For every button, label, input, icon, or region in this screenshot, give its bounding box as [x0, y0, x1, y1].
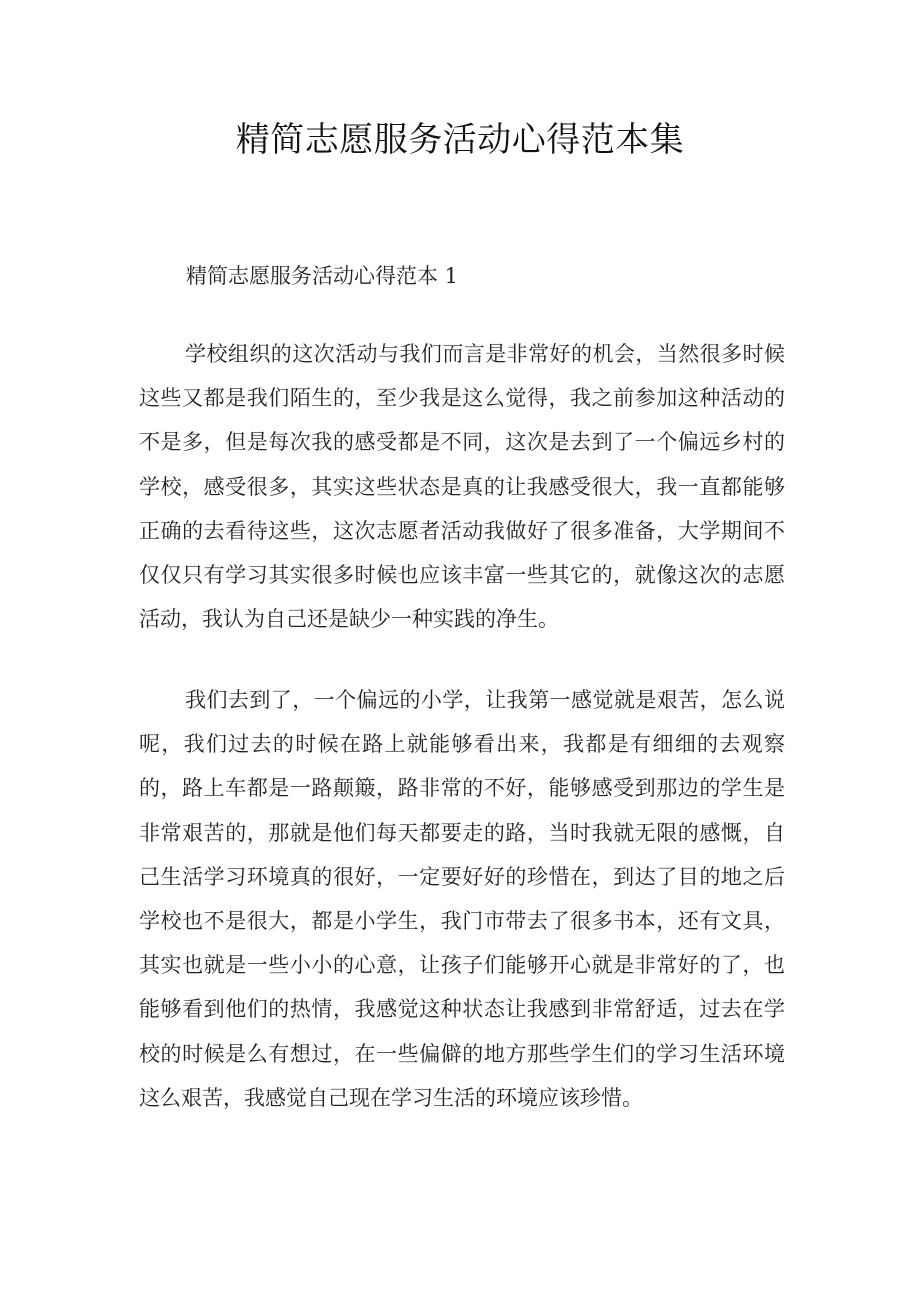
body-paragraph: 我们去到了，一个偏远的小学，让我第一感觉就是艰苦，怎么说呢，我们过去的时候在路上就能够看出来，我都是有细细的去观察的，路上车都是一路颠簸，路非常的不好，能够感受到那边的学生是非常艰苦的，那就是他们每天都要走的路，当时我就无限的感慨，自己生活学习环境真的很好，一定要好好的珍惜在，到达了目的地之后学校也不是很大，都是小学生，我门市带去了很多书本，还有文具，其实也就是一些小小的心意，让孩子们能够开心就是非常好的了，也能够看到他们的热情，我感觉这种状态让我感到非常舒适，过去在学校的时候是么有想过，在一些偏僻的地方那些学生们的学习生活环境这么艰苦，我感觉自己现在学习生活的环境应该珍惜。	[139, 688, 785, 1110]
document-title: 精简志愿服务活动心得范本集	[235, 120, 685, 160]
body-paragraph: 学校组织的这次活动与我们而言是非常好的机会，当然很多时候这些又都是我们陌生的，至少我是这么觉得，我之前参加这种活动的不是多，但是每次我的感受都是不同，这次是去到了一个偏远乡村的学校，感受很多，其实这些状态是真的让我感受很大，我一直都能够正确的去看待这些，这次志愿者活动我做好了很多准备，大学期间不仅仅只有学习其实很多时候也应该丰富一些其它的，就像这次的志愿活动，我认为自己还是缺少一种实践的净生。	[139, 342, 785, 632]
section-heading: 精简志愿服务活动心得范本 1	[186, 264, 459, 288]
